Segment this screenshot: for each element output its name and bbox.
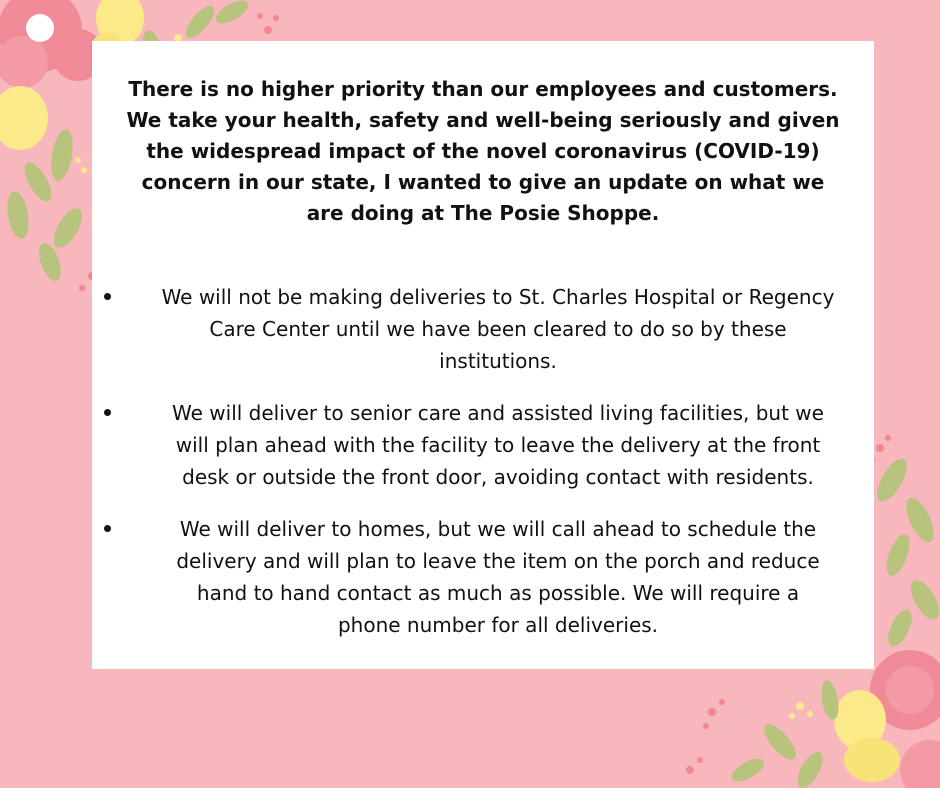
text-line: will plan ahead with the facility to leave the delivery at the front	[175, 433, 821, 457]
leaf-icon	[871, 454, 940, 650]
bullet-icon	[104, 525, 111, 532]
flower-icon	[834, 690, 900, 782]
text-line: We will not be making deliveries to St. Charles Hospital or Regency	[161, 285, 835, 309]
list-item-text	[122, 513, 874, 641]
bullet-icon	[104, 293, 111, 300]
sprig-icon	[686, 699, 725, 774]
text-line: delivery and will plan to leave the item on the porch and reduce	[176, 549, 820, 573]
intro-statement	[92, 74, 874, 229]
intro-line: are doing at The Posie Shoppe.	[306, 201, 660, 225]
text-line: phone number for all deliveries.	[337, 613, 659, 637]
intro-line: the widespread impact of the novel coronavirus (COVID-19)	[146, 139, 820, 163]
intro-line: We take your health, safety and well-being seriously and given	[126, 108, 840, 132]
text-line: We will deliver to homes, but we will call ahead to schedule the	[179, 517, 817, 541]
berries-icon	[789, 702, 813, 719]
list-item-text	[122, 397, 874, 493]
notice-card	[92, 41, 874, 669]
leaf-icon	[728, 679, 841, 788]
intro-line: concern in our state, I wanted to give an update on what we	[141, 170, 825, 194]
text-line: hand to hand contact as much as possible. We will require a	[196, 581, 800, 605]
text-line: institutions.	[439, 349, 557, 373]
flower-icon	[0, 86, 48, 150]
text-line: desk or outside the front door, avoiding contact with residents.	[182, 465, 814, 489]
text-line: Care Center until we have been cleared to do so by these	[209, 317, 787, 341]
text-line: We will deliver to senior care and assisted living facilities, but we	[172, 401, 824, 425]
intro-line: There is no higher priority than our employees and customers.	[128, 77, 838, 101]
bullet-icon	[104, 409, 111, 416]
list-item-text	[122, 281, 874, 377]
flower-icon	[900, 740, 940, 788]
flower-icon	[0, 0, 104, 88]
flower-icon	[870, 650, 940, 730]
